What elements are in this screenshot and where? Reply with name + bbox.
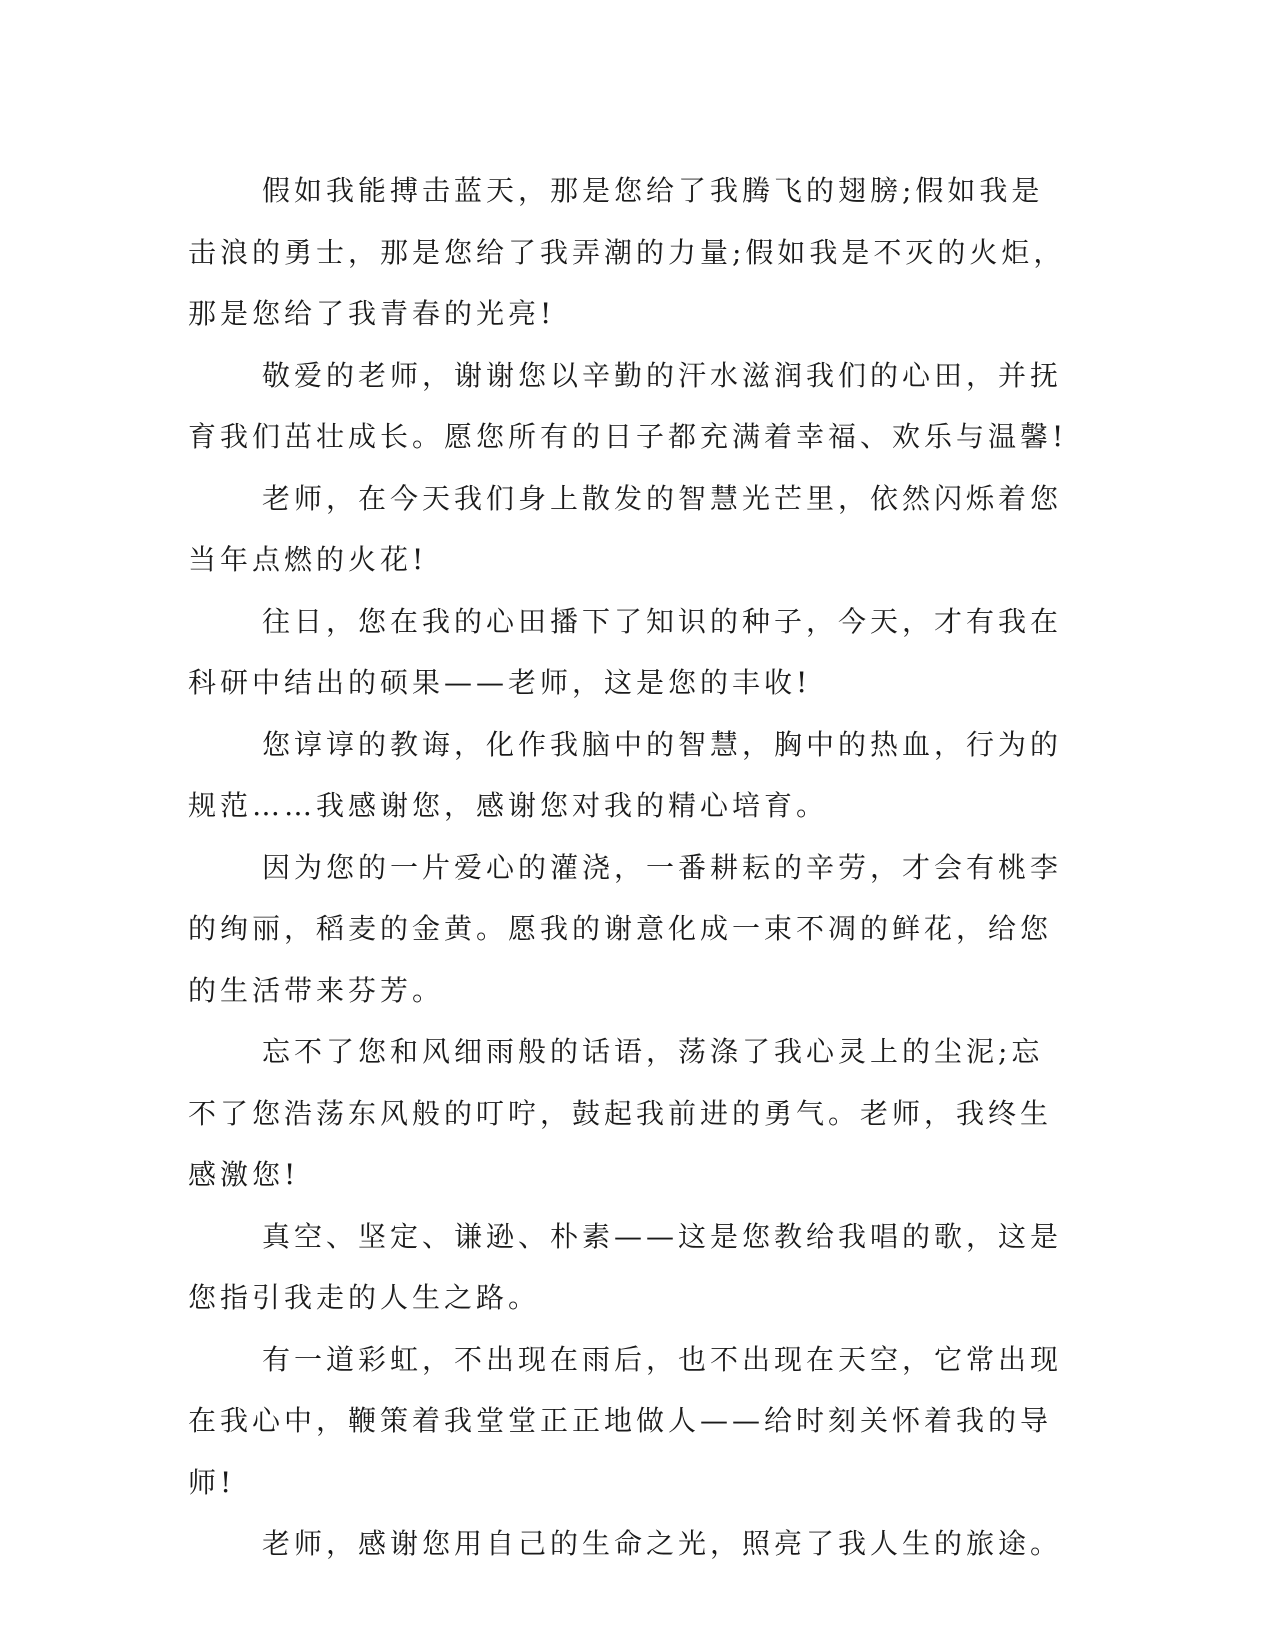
paragraph-8: 真空、坚定、谦逊、朴素——这是您教给我唱的歌，这是您指引我走的人生之路。 — [188, 1219, 1063, 1314]
paragraph-6: 因为您的一片爱心的灌浇，一番耕耘的辛劳，才会有桃李的绚丽，稻麦的金黄。愿我的谢意化成一束不凋的鲜花，给您的生活带来芬芳。 — [188, 850, 1063, 1007]
paragraph-2: 敬爱的老师，谢谢您以辛勤的汗水滋润我们的心田，并抚育我们茁壮成长。愿您所有的日子都充满着幸福、欢乐与温馨! — [188, 358, 1068, 453]
paragraph-3: 老师，在今天我们身上散发的智慧光芒里，依然闪烁着您当年点燃的火花! — [188, 481, 1063, 576]
paragraph-1: 假如我能搏击蓝天，那是您给了我腾飞的翅膀;假如我是击浪的勇士，那是您给了我弄潮的力量;假如我是不灭的火炬，那是您给了我青春的光亮! — [188, 174, 1066, 330]
paragraph-9: 有一道彩虹，不出现在雨后，也不出现在天空，它常出现在我心中，鞭策着我堂堂正正地做人——给时刻关怀着我的导师! — [188, 1342, 1063, 1499]
document-body — [188, 160, 1073, 1575]
paragraph-10: 老师，感谢您用自己的生命之光，照亮了我人生的旅途。 — [262, 1527, 1063, 1560]
paragraph-5: 您谆谆的教诲，化作我脑中的智慧，胸中的热血，行为的规范……我感谢您，感谢您对我的精心培育。 — [188, 727, 1063, 822]
paragraph-4: 往日，您在我的心田播下了知识的种子，今天，才有我在科研中结出的硕果——老师，这是您的丰收! — [188, 604, 1063, 699]
paragraph-7: 忘不了您和风细雨般的话语，荡涤了我心灵上的尘泥;忘不了您浩荡东风般的叮咛，鼓起我前进的勇气。老师，我终生感激您! — [188, 1035, 1053, 1191]
